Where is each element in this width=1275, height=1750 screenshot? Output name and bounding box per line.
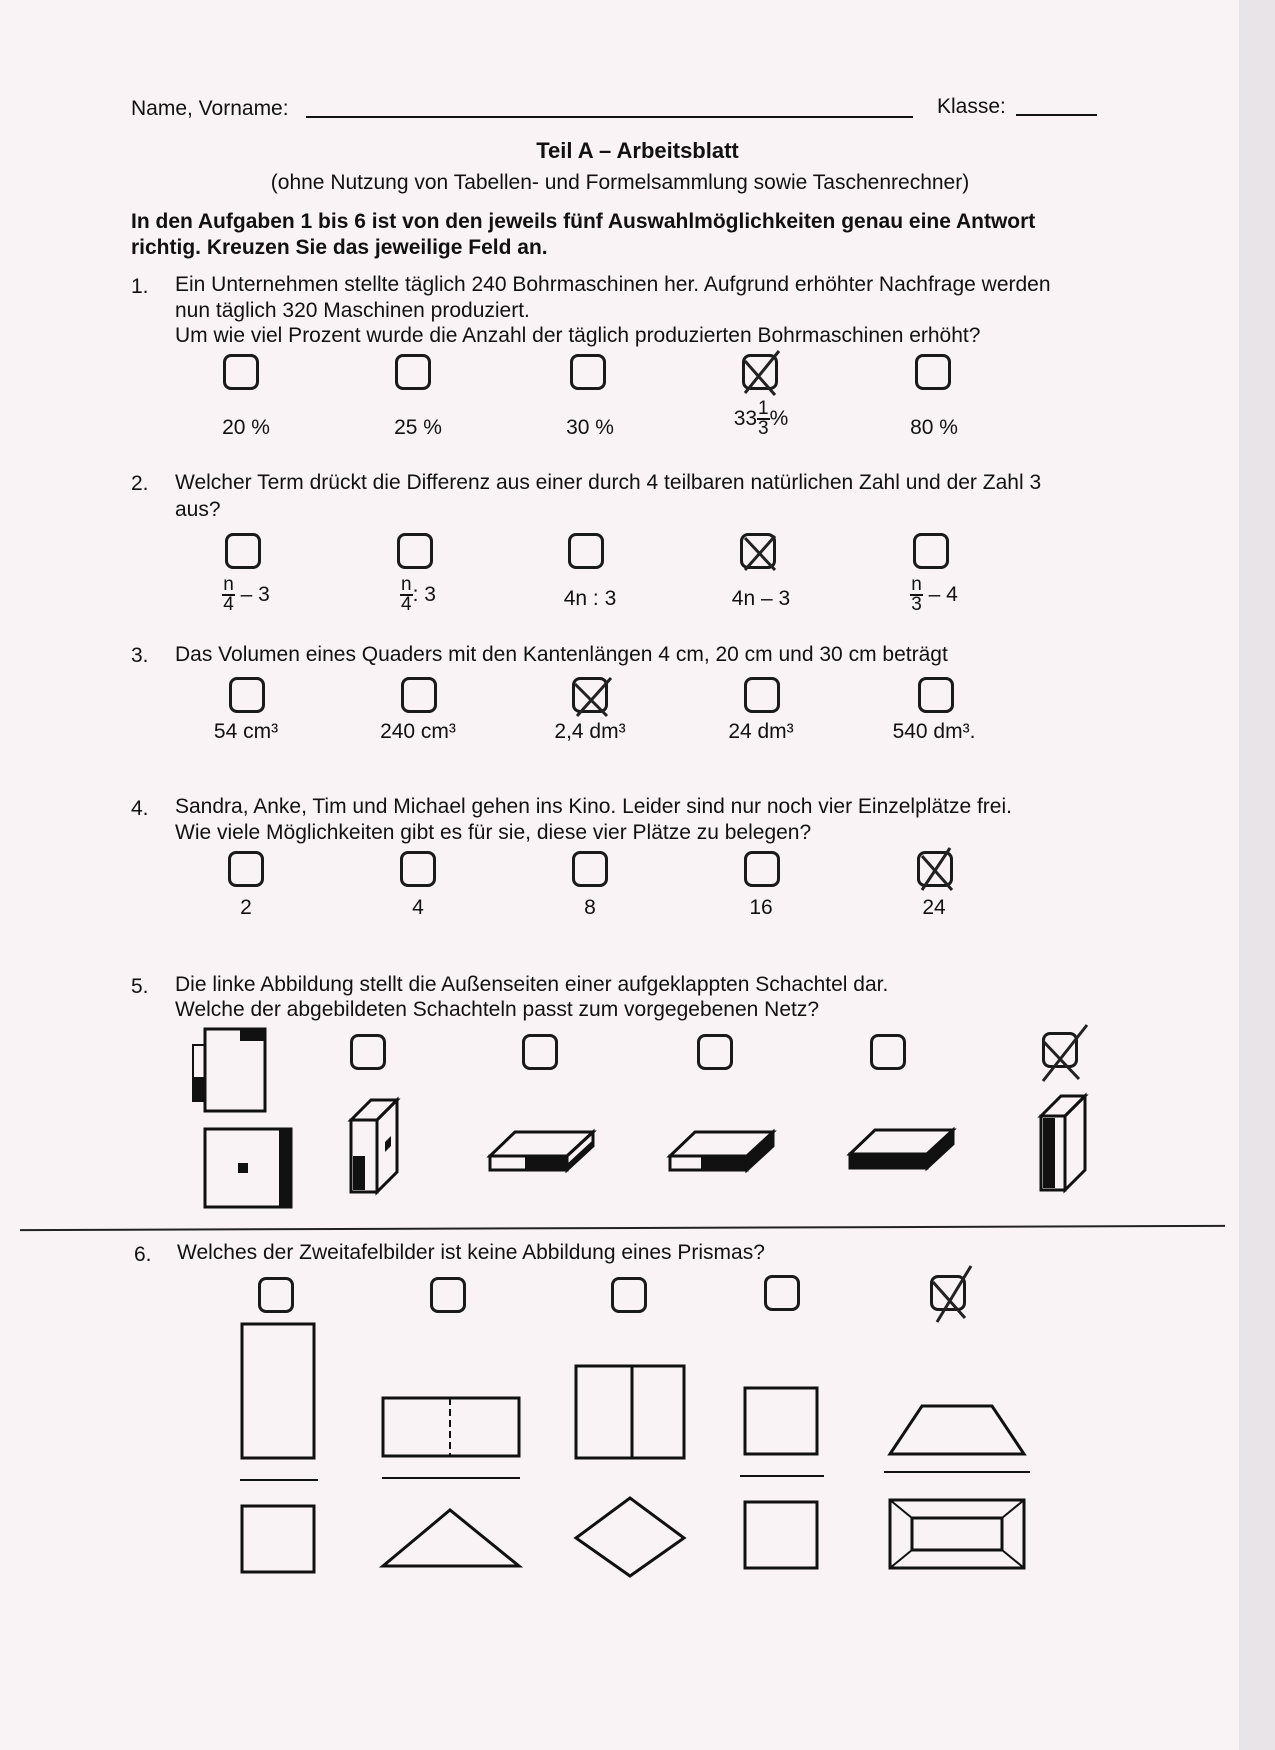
fraction-numerator: 1 bbox=[758, 398, 769, 419]
fraction-denominator: 4 bbox=[223, 594, 234, 615]
q1-option-e-checkbox[interactable] bbox=[915, 354, 951, 390]
q2-option-b-checkbox[interactable] bbox=[397, 533, 433, 569]
q2-option-c-checkbox[interactable] bbox=[568, 533, 604, 569]
instructions-line-2: richtig. Kreuzen Sie das jeweilige Feld an. bbox=[131, 236, 548, 259]
q4-option-c-checkbox[interactable] bbox=[572, 851, 608, 887]
q4-option-e-checkbox[interactable] bbox=[917, 851, 953, 887]
fraction-suffix: – 4 bbox=[928, 583, 958, 606]
q2-option-a-checkbox[interactable] bbox=[225, 533, 261, 569]
q4-option-e-label: 24 bbox=[922, 896, 946, 919]
q3-option-b-label: 240 cm³ bbox=[380, 720, 456, 743]
class-label: Klasse: bbox=[937, 95, 1006, 118]
box-option-c-figure bbox=[665, 1120, 780, 1175]
two-view-figure-d bbox=[738, 1384, 828, 1574]
q4-option-d-label: 16 bbox=[749, 896, 773, 919]
page-subtitle: (ohne Nutzung von Tabellen- und Formelsammlung sowie Taschenrechner) bbox=[270, 171, 970, 194]
two-view-figure-c bbox=[570, 1362, 690, 1582]
q3-option-c-checkbox[interactable] bbox=[572, 677, 608, 713]
box-option-b-figure bbox=[485, 1120, 600, 1175]
q1-option-b-checkbox[interactable] bbox=[395, 354, 431, 390]
class-field[interactable] bbox=[1016, 114, 1097, 116]
q6-option-b-checkbox[interactable] bbox=[430, 1277, 466, 1313]
q2-option-b-label bbox=[358, 576, 478, 614]
checkmark-cross-icon bbox=[739, 345, 787, 401]
instructions-line-1: In den Aufgaben 1 bis 6 ist von den jeweils fünf Auswahlmöglichkeiten genau eine Antwort bbox=[131, 210, 1036, 233]
q3-option-e-label: 540 dm³. bbox=[892, 720, 976, 743]
q2-option-a-label bbox=[186, 576, 306, 614]
q6-option-a-checkbox[interactable] bbox=[258, 1277, 294, 1313]
checkmark-cross-icon bbox=[914, 842, 962, 894]
q1-option-c-checkbox[interactable] bbox=[570, 354, 606, 390]
q2-option-d-label: 4n – 3 bbox=[731, 587, 791, 610]
q3-option-a-label: 54 cm³ bbox=[213, 720, 279, 743]
fraction-numerator: n bbox=[911, 574, 922, 595]
q5-option-b-checkbox[interactable] bbox=[522, 1034, 558, 1070]
fraction-denominator: 3 bbox=[911, 594, 922, 615]
question-4-line-1: Sandra, Anke, Tim und Michael gehen ins Kino. Leider sind nur noch vier Einzelplätze frei. bbox=[175, 795, 1012, 818]
q2-option-e-checkbox[interactable] bbox=[913, 533, 949, 569]
fraction-suffix: – 3 bbox=[240, 583, 270, 606]
q6-option-c-checkbox[interactable] bbox=[611, 1277, 647, 1313]
q4-option-d-checkbox[interactable] bbox=[744, 851, 780, 887]
q2-option-c-label: 4n : 3 bbox=[563, 587, 617, 610]
q1-option-c-label: 30 % bbox=[566, 416, 614, 439]
checkmark-cross-icon bbox=[927, 1266, 975, 1326]
question-5-line-1: Die linke Abbildung stellt die Außenseiten einer aufgeklappten Schachtel dar. bbox=[175, 973, 889, 996]
question-2-number: 2. bbox=[131, 472, 149, 495]
question-6-number: 6. bbox=[134, 1243, 152, 1266]
q1-option-a-label: 20 % bbox=[222, 416, 270, 439]
checkmark-cross-icon bbox=[737, 524, 785, 574]
q4-option-b-label: 4 bbox=[412, 896, 424, 919]
box-option-d-figure bbox=[845, 1118, 960, 1173]
fraction-denominator: 4 bbox=[401, 594, 412, 615]
question-6-line-1: Welches der Zweitafelbilder ist keine Abbildung eines Prismas? bbox=[177, 1241, 765, 1264]
question-5-number: 5. bbox=[131, 975, 149, 998]
fraction-suffix: : 3 bbox=[412, 583, 436, 606]
q5-option-a-checkbox[interactable] bbox=[350, 1034, 386, 1070]
question-1-line-2: nun täglich 320 Maschinen produziert. bbox=[175, 299, 530, 322]
q3-option-c-label: 2,4 dm³ bbox=[554, 720, 626, 743]
q4-option-a-label: 2 bbox=[240, 896, 252, 919]
q2-option-d-checkbox[interactable] bbox=[740, 533, 776, 569]
question-1-line-3: Um wie viel Prozent wurde die Anzahl der täglich produzierten Bohrmaschinen erhöht? bbox=[175, 324, 981, 347]
question-5-line-2: Welche der abgebildeten Schachteln passt zum vorgegebenen Netz? bbox=[175, 998, 820, 1021]
question-1-line-1: Ein Unternehmen stellte täglich 240 Bohrmaschinen her. Aufgrund erhöhter Nachfrage werden bbox=[175, 273, 1051, 296]
q1-option-a-checkbox[interactable] bbox=[223, 354, 259, 390]
q4-option-c-label: 8 bbox=[584, 896, 596, 919]
q5-option-e-checkbox[interactable] bbox=[1042, 1032, 1078, 1068]
q1-option-d-checkbox[interactable] bbox=[742, 354, 778, 390]
q2-option-e-label bbox=[874, 576, 994, 614]
q4-option-a-checkbox[interactable] bbox=[228, 851, 264, 887]
two-view-figure-a bbox=[232, 1320, 322, 1580]
two-view-figure-b bbox=[378, 1390, 523, 1580]
question-4-number: 4. bbox=[131, 797, 149, 820]
name-label: Name, Vorname: bbox=[131, 97, 289, 120]
fraction-numerator: n bbox=[223, 574, 234, 595]
fraction-denominator: 3 bbox=[758, 418, 769, 439]
page-edge-shadow bbox=[1239, 0, 1275, 1750]
fraction-numerator: n bbox=[401, 574, 412, 595]
q3-option-d-checkbox[interactable] bbox=[744, 677, 780, 713]
fraction-suffix: % bbox=[769, 407, 789, 430]
q3-option-d-label: 24 dm³ bbox=[728, 720, 794, 743]
q5-option-c-checkbox[interactable] bbox=[697, 1034, 733, 1070]
question-3-line-1: Das Volumen eines Quaders mit den Kantenlängen 4 cm, 20 cm und 30 cm beträgt bbox=[175, 643, 948, 666]
q1-option-d-label bbox=[701, 400, 821, 438]
page-title: Teil A – Arbeitsblatt bbox=[536, 138, 739, 163]
q3-option-e-checkbox[interactable] bbox=[918, 677, 954, 713]
box-net-figure bbox=[185, 1025, 305, 1210]
q1-option-e-label: 80 % bbox=[910, 416, 958, 439]
question-3-number: 3. bbox=[131, 644, 149, 667]
q5-option-d-checkbox[interactable] bbox=[870, 1034, 906, 1070]
name-field[interactable] bbox=[306, 116, 913, 118]
question-2-line-1: Welcher Term drückt die Differenz aus einer durch 4 teilbaren natürlichen Zahl und der Zahl 3 bbox=[175, 471, 1042, 494]
q1-option-d-whole: 33 bbox=[733, 407, 758, 430]
checkmark-cross-icon bbox=[1039, 1023, 1091, 1085]
question-4-line-2: Wie viele Möglichkeiten gibt es für sie, diese vier Plätze zu belegen? bbox=[175, 821, 812, 844]
box-option-e-figure bbox=[1035, 1088, 1091, 1198]
q6-option-e-checkbox[interactable] bbox=[930, 1275, 966, 1311]
q1-option-d-fraction bbox=[757, 400, 770, 438]
q6-option-d-checkbox[interactable] bbox=[764, 1275, 800, 1311]
question-2-line-2: aus? bbox=[175, 498, 221, 521]
two-view-figure-e bbox=[882, 1398, 1032, 1573]
section-divider bbox=[20, 1225, 1225, 1231]
q3-option-b-checkbox[interactable] bbox=[401, 677, 437, 713]
q4-option-b-checkbox[interactable] bbox=[400, 851, 436, 887]
q1-option-b-label: 25 % bbox=[394, 416, 442, 439]
checkmark-cross-icon bbox=[569, 668, 617, 718]
box-option-a-figure bbox=[345, 1090, 405, 1205]
question-1-number: 1. bbox=[131, 275, 149, 298]
q3-option-a-checkbox[interactable] bbox=[229, 677, 265, 713]
